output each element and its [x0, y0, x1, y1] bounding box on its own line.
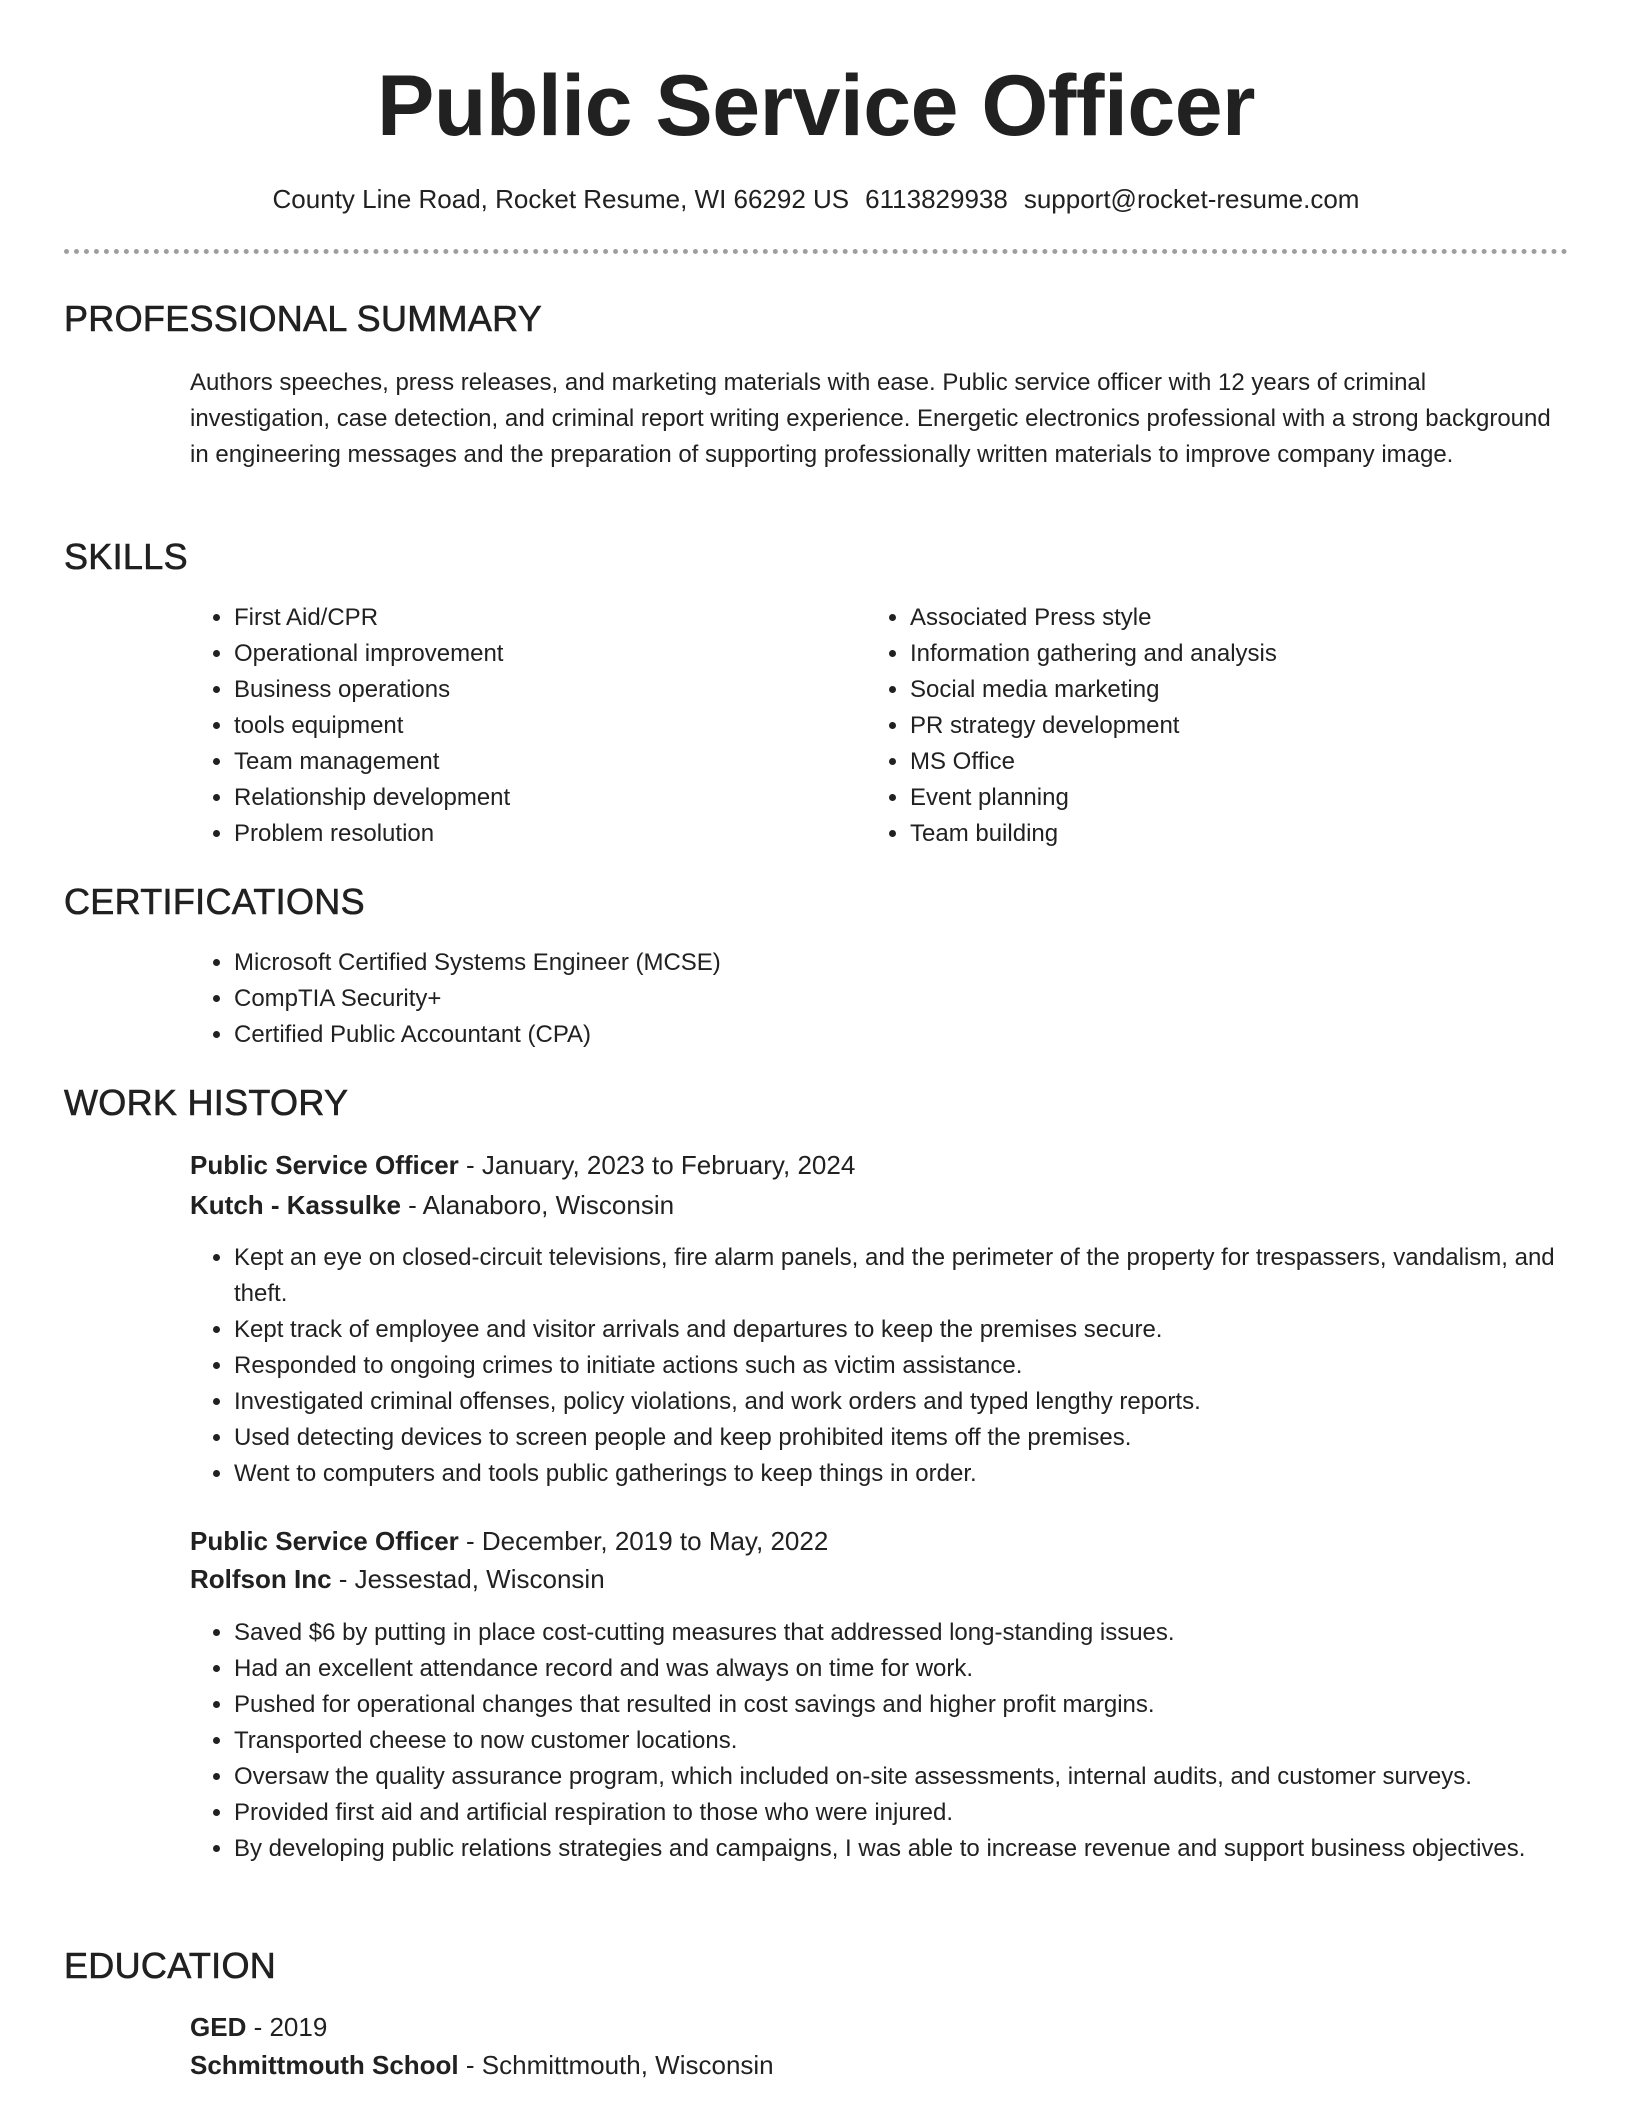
certification-item: • Microsoft Certified Systems Engineer (MCSE) [234, 945, 1434, 981]
skill-item: • First Aid/CPR [234, 600, 834, 636]
job-duty-item: • Oversaw the quality assurance program, which included on-site assessments, internal audits, and customer surveys. [234, 1759, 1614, 1795]
skill-item: • Problem resolution [234, 816, 834, 852]
job-duty-item: • Used detecting devices to screen people and keep prohibited items off the premises. [234, 1420, 1614, 1456]
job-duty-item: • Pushed for operational changes that resulted in cost savings and higher profit margins. [234, 1687, 1614, 1723]
skills-list-right [866, 600, 1590, 852]
education-location: - Schmittmouth, Wisconsin [458, 2050, 774, 2080]
skill-item: • Relationship development [234, 780, 834, 816]
skill-item: • tools equipment [234, 708, 834, 744]
job-duty-item: • Went to computers and tools public gatherings to keep things in order. [234, 1456, 1614, 1492]
contact-line [0, 182, 1632, 216]
education-degree: GED [190, 2012, 247, 2042]
job-duties-list [190, 1615, 1614, 1867]
job-duty-item: • Provided first aid and artificial respiration to those who were injured. [234, 1795, 1614, 1831]
skill-item: • Event planning [910, 780, 1590, 816]
job-duties-list [190, 1240, 1614, 1492]
summary-text: Authors speeches, press releases, and marketing materials with ease. Public service officer with 12 years of criminal investigation, case detection, and criminal report writing experience. Energetic electronics professional with a strong background in engineering messages and the preparation of supporting professionally written materials to improve company image. [190, 369, 1551, 468]
job-location: - Alanaboro, Wisconsin [400, 1190, 675, 1220]
certification-item: • CompTIA Security+ [234, 981, 1434, 1017]
education-school-line [190, 2046, 774, 2084]
job-title-line [190, 1522, 828, 1560]
job-duty-item: • Had an excellent attendance record and was always on time for work. [234, 1651, 1614, 1687]
job-duty-item: • Kept an eye on closed-circuit televisions, fire alarm panels, and the perimeter of the property for trespassers, vandalism, and theft. [234, 1240, 1614, 1312]
job-company-line [190, 1186, 674, 1224]
section-title-education: EDUCATION [64, 1945, 277, 1986]
job-company: Kutch - Kassulke [190, 1190, 401, 1220]
education-year: - 2019 [246, 2012, 328, 2042]
skill-item: • Business operations [234, 672, 834, 708]
contact-address: County Line Road, Rocket Resume, WI 66292 US [272, 184, 850, 214]
job-location: - Jessestad, Wisconsin [331, 1564, 605, 1594]
section-title-work-history: WORK HISTORY [64, 1082, 349, 1123]
resume-name: Public Service Officer [376, 58, 1256, 154]
job-duty-item: • Responded to ongoing crimes to initiate actions such as victim assistance. [234, 1348, 1614, 1384]
contact-phone: 6113829938 [865, 184, 1008, 214]
section-title-skills: SKILLS [64, 536, 188, 577]
job-duty-item: • By developing public relations strategies and campaigns, I was able to increase revenue and support business objectives. [234, 1831, 1614, 1867]
skill-item: • Social media marketing [910, 672, 1590, 708]
education-school: Schmittmouth School [190, 2050, 459, 2080]
job-duty-item: • Kept track of employee and visitor arrivals and departures to keep the premises secure. [234, 1312, 1614, 1348]
job-dates: - December, 2019 to May, 2022 [458, 1526, 829, 1556]
skill-item: • Team building [910, 816, 1590, 852]
job-dates: - January, 2023 to February, 2024 [458, 1150, 856, 1180]
job-company: Rolfson Inc [190, 1564, 332, 1594]
job-title-line [190, 1146, 855, 1184]
certifications-list [190, 945, 1434, 1053]
job-role: Public Service Officer [190, 1526, 459, 1556]
skill-item: • MS Office [910, 744, 1590, 780]
skill-item: • PR strategy development [910, 708, 1590, 744]
job-company-line [190, 1560, 605, 1598]
job-duty-item: • Investigated criminal offenses, policy violations, and work orders and typed lengthy reports. [234, 1384, 1614, 1420]
certification-item: • Certified Public Accountant (CPA) [234, 1017, 1434, 1053]
education-degree-line [190, 2008, 327, 2046]
section-title-certifications: CERTIFICATIONS [64, 881, 365, 922]
skill-item: • Information gathering and analysis [910, 636, 1590, 672]
job-role: Public Service Officer [190, 1150, 459, 1180]
job-duty-item: • Transported cheese to now customer locations. [234, 1723, 1614, 1759]
skill-item: • Team management [234, 744, 834, 780]
skills-list-left [190, 600, 834, 852]
header-divider [64, 249, 1568, 254]
skill-item: • Associated Press style [910, 600, 1590, 636]
contact-email[interactable]: support@rocket-resume.com [1023, 184, 1360, 214]
job-duty-item: • Saved $6 by putting in place cost-cutting measures that addressed long-standing issues. [234, 1615, 1614, 1651]
section-title-summary: PROFESSIONAL SUMMARY [64, 298, 543, 339]
skill-item: • Operational improvement [234, 636, 834, 672]
